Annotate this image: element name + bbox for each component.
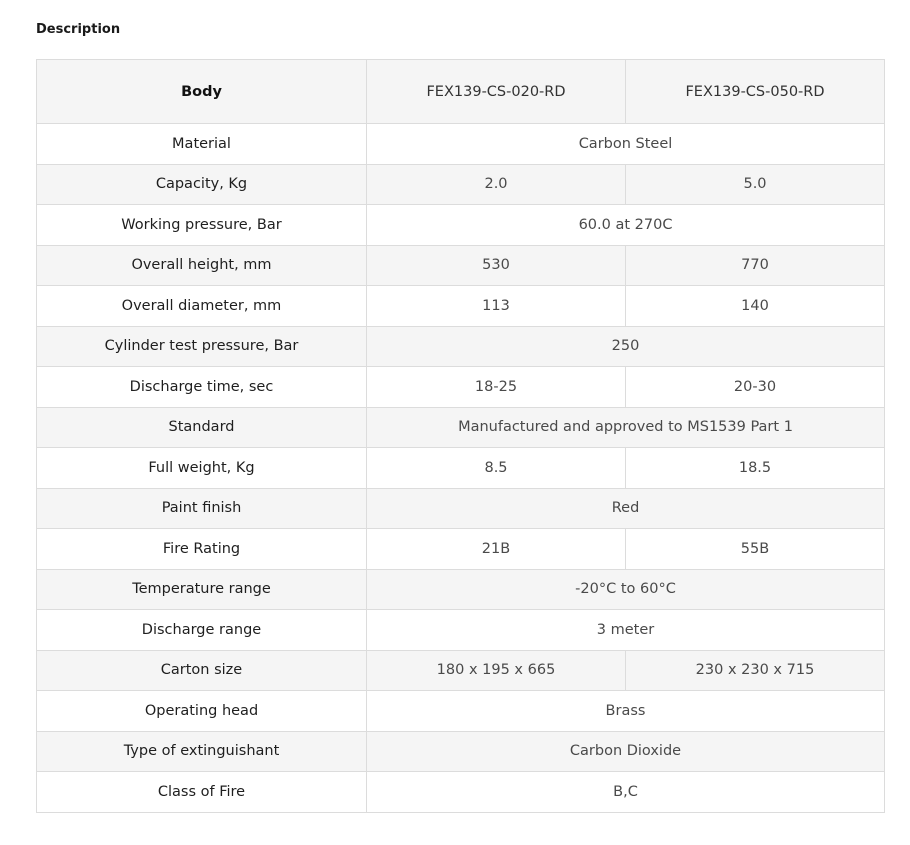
spec-label: Overall height, mm <box>37 245 367 286</box>
spec-label: Fire Rating <box>37 529 367 570</box>
table-row <box>37 367 885 408</box>
spec-value-model-2: 20-30 <box>626 367 885 408</box>
spec-value-model-2: 18.5 <box>626 448 885 489</box>
spec-label: Operating head <box>37 691 367 732</box>
spec-label: Class of Fire <box>37 772 367 813</box>
table-row <box>37 124 885 165</box>
spec-label: Carton size <box>37 650 367 691</box>
spec-value-model-2: 55B <box>626 529 885 570</box>
table-row <box>37 529 885 570</box>
header-model-2: FEX139-CS-050-RD <box>626 60 885 124</box>
spec-value-model-1: 180 x 195 x 665 <box>367 650 626 691</box>
spec-label: Cylinder test pressure, Bar <box>37 326 367 367</box>
table-row <box>37 488 885 529</box>
spec-label: Full weight, Kg <box>37 448 367 489</box>
spec-value-model-2: 230 x 230 x 715 <box>626 650 885 691</box>
spec-value-shared: Red <box>367 488 885 529</box>
spec-value-model-1: 18-25 <box>367 367 626 408</box>
spec-label: Capacity, Kg <box>37 164 367 205</box>
spec-label: Type of extinguishant <box>37 731 367 772</box>
table-row <box>37 245 885 286</box>
spec-value-shared: 60.0 at 270C <box>367 205 885 246</box>
table-row <box>37 205 885 246</box>
header-row <box>37 60 885 124</box>
spec-value-model-1: 113 <box>367 286 626 327</box>
spec-value-model-1: 530 <box>367 245 626 286</box>
spec-label: Temperature range <box>37 569 367 610</box>
section-title: Description <box>36 22 121 37</box>
table-row <box>37 448 885 489</box>
table-row <box>37 407 885 448</box>
spec-value-shared: 250 <box>367 326 885 367</box>
table-row <box>37 326 885 367</box>
spec-value-model-1: 8.5 <box>367 448 626 489</box>
table-row <box>37 286 885 327</box>
table-row <box>37 164 885 205</box>
spec-value-model-2: 5.0 <box>626 164 885 205</box>
spec-label: Discharge range <box>37 610 367 651</box>
spec-value-shared: 3 meter <box>367 610 885 651</box>
spec-value-model-2: 140 <box>626 286 885 327</box>
spec-value-shared: -20°C to 60°C <box>367 569 885 610</box>
spec-value-shared: Brass <box>367 691 885 732</box>
spec-label: Material <box>37 124 367 165</box>
header-model-1: FEX139-CS-020-RD <box>367 60 626 124</box>
table-row <box>37 772 885 813</box>
table-row <box>37 691 885 732</box>
spec-table-body <box>37 124 885 813</box>
spec-value-shared: Carbon Dioxide <box>367 731 885 772</box>
table-row <box>37 650 885 691</box>
table-row <box>37 569 885 610</box>
spec-value-model-1: 2.0 <box>367 164 626 205</box>
spec-label: Discharge time, sec <box>37 367 367 408</box>
table-row <box>37 731 885 772</box>
spec-value-shared: Manufactured and approved to MS1539 Part 1 <box>367 407 885 448</box>
spec-value-shared: B,C <box>367 772 885 813</box>
spec-label: Paint finish <box>37 488 367 529</box>
header-body-label: Body <box>37 60 367 124</box>
spec-table <box>36 59 885 813</box>
spec-label: Working pressure, Bar <box>37 205 367 246</box>
spec-table-header <box>37 60 885 124</box>
spec-value-model-1: 21B <box>367 529 626 570</box>
table-row <box>37 610 885 651</box>
spec-label: Overall diameter, mm <box>37 286 367 327</box>
spec-value-shared: Carbon Steel <box>367 124 885 165</box>
spec-label: Standard <box>37 407 367 448</box>
spec-value-model-2: 770 <box>626 245 885 286</box>
